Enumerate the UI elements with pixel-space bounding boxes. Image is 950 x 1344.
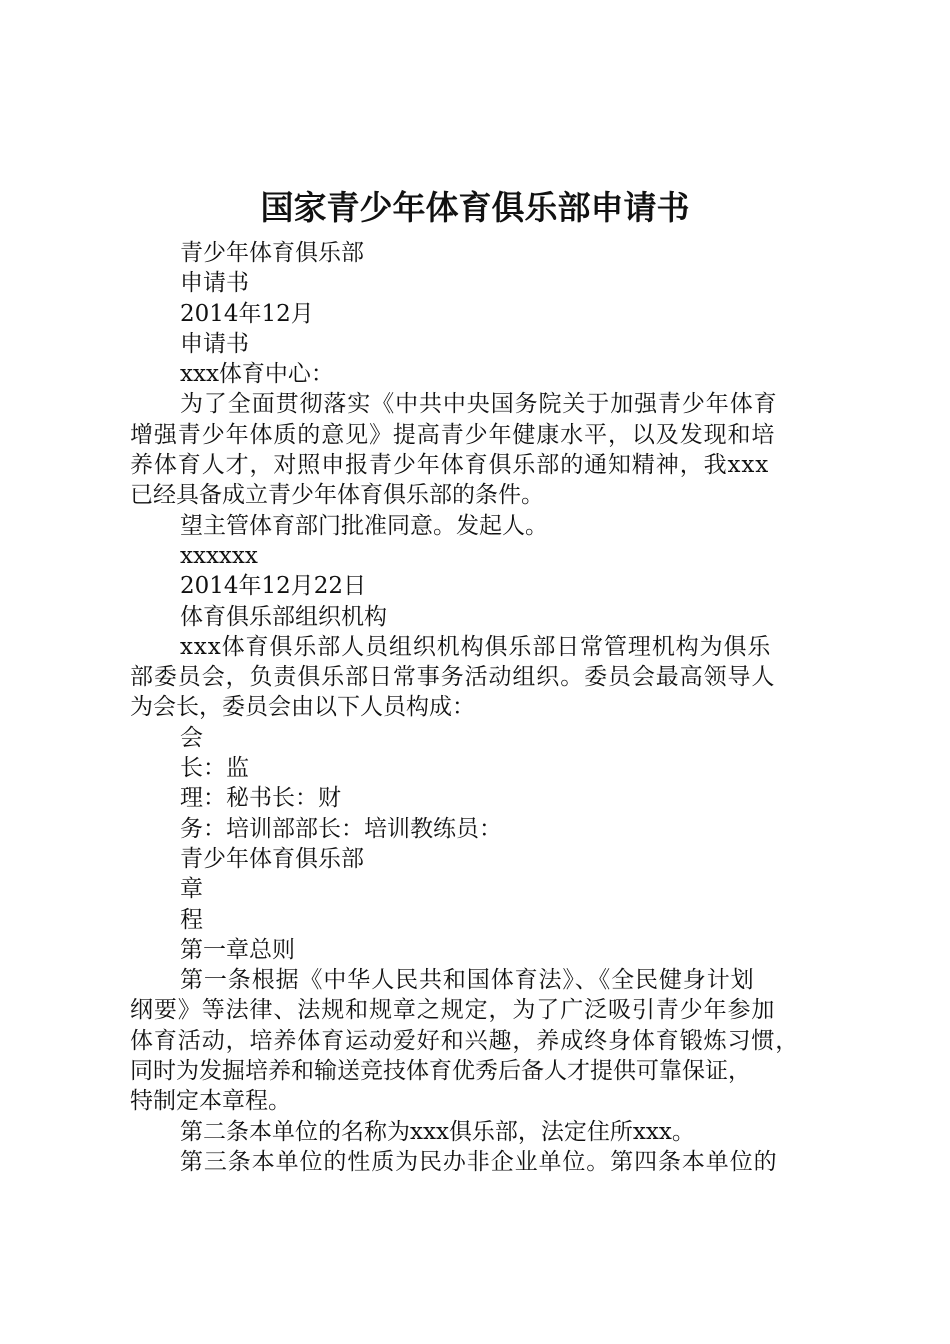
text-line: 第一条根据《中华人民共和国体育法》、《全民健身计划	[180, 967, 755, 994]
text-line: 第三条本单位的性质为民办非企业单位。第四条本单位的	[180, 1148, 778, 1175]
text-line: 章	[180, 876, 203, 903]
text-line: 理：秘书长：财	[180, 785, 341, 812]
text-line: 体育俱乐部组织机构	[180, 603, 387, 630]
text-line: xxxxxx	[180, 542, 258, 569]
text-line: 申请书	[180, 330, 249, 357]
document-body	[130, 238, 835, 1177]
text-line: 务：培训部部长：培训教练员：	[180, 815, 502, 842]
text-line: 第一章总则	[180, 936, 295, 963]
text-line: 增强青少年体质的意见》提高青少年健康水平，以及发现和培	[130, 421, 776, 448]
text-line: 2014年12月	[180, 300, 314, 327]
text-line: 望主管体育部门批准同意。发起人。	[180, 512, 548, 539]
text-line: 体育活动，培养体育运动爱好和兴趣，养成终身体育锻炼习惯，	[130, 1027, 800, 1054]
text-line: 长：监	[180, 755, 249, 782]
text-line: 第二条本单位的名称为xxx俱乐部，法定住所xxx。	[180, 1118, 695, 1145]
text-line: 为会长，委员会由以下人员构成：	[130, 694, 475, 721]
text-line: 同时为发掘培养和输送竞技体育优秀后备人才提供可靠保证，	[130, 1058, 751, 1085]
text-line: 特制定本章程。	[130, 1088, 291, 1115]
text-line: 为了全面贯彻落实《中共中央国务院关于加强青少年体育	[180, 391, 778, 418]
text-line: 纲要》等法律、法规和规章之规定，为了广泛吸引青少年参加	[130, 997, 776, 1024]
text-line: xxx体育俱乐部人员组织机构俱乐部日常管理机构为俱乐	[180, 633, 772, 660]
text-line: 2014年12月22日	[180, 573, 367, 600]
text-line: 青少年体育俱乐部	[180, 845, 364, 872]
text-line: 会	[180, 724, 203, 751]
document-title: 国家青少年体育俱乐部申请书	[260, 188, 690, 227]
text-line: 养体育人才，对照申报青少年体育俱乐部的通知精神，我xxx	[130, 452, 770, 479]
text-line: 程	[180, 906, 203, 933]
text-line: 部委员会，负责俱乐部日常事务活动组织。委员会最高领导人	[130, 664, 776, 691]
text-line: xxx体育中心：	[180, 361, 334, 388]
text-line: 申请书	[180, 270, 249, 297]
text-line: 青少年体育俱乐部	[180, 240, 364, 266]
text-line: 已经具备成立青少年体育俱乐部的条件。	[130, 482, 544, 509]
